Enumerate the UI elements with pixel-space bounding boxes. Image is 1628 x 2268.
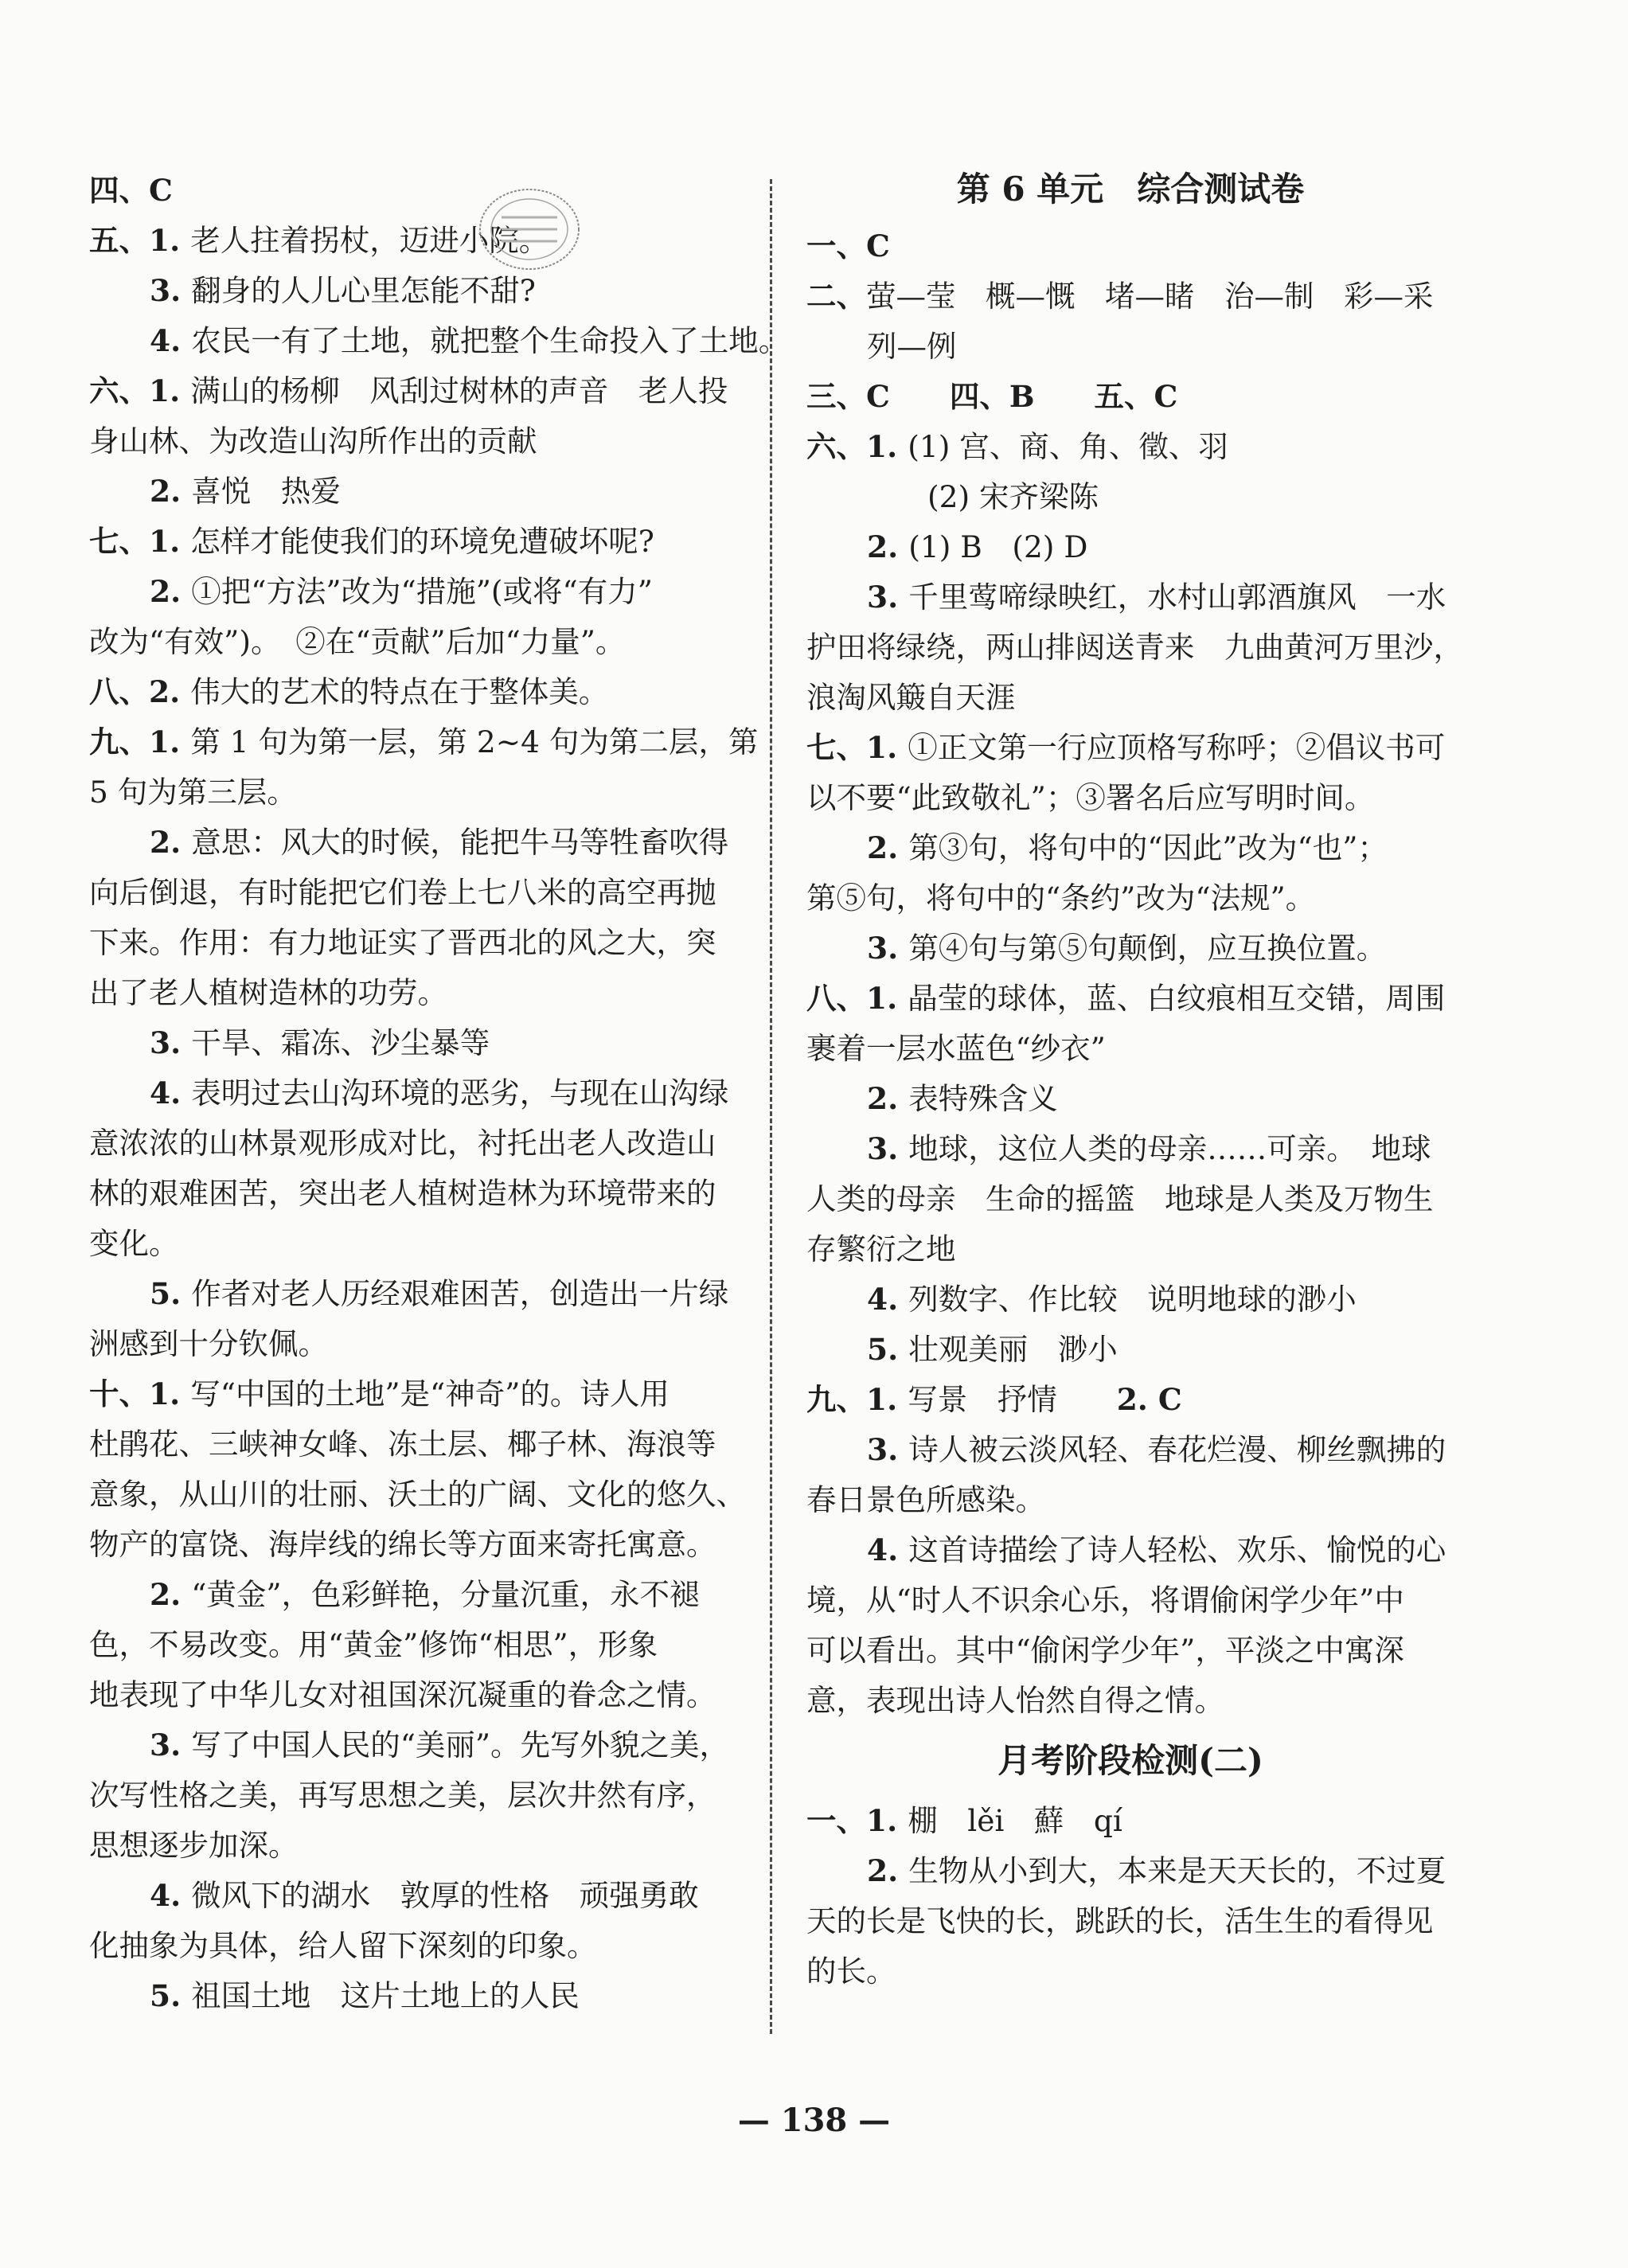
answer-text: 晶莹的球体，蓝、白纹痕相互交错，周围	[908, 981, 1446, 1016]
answer-label: 2. C	[1116, 1382, 1182, 1417]
answer-label: 5.	[150, 1978, 192, 2013]
answer-text: 以不要“此致敬礼”；③署名后应写明时间。	[806, 780, 1375, 815]
answer-line	[89, 266, 744, 316]
answer-label: 五、1.	[89, 223, 191, 258]
answer-line	[89, 717, 759, 767]
answer-line	[89, 1871, 744, 1921]
answer-line	[89, 1520, 744, 1570]
answer-line	[89, 1018, 744, 1068]
answer-text: 境，从“时人不识余心乐，将谓偷闲学少年”中	[806, 1583, 1404, 1618]
answer-line	[806, 1796, 1454, 1846]
answer-text: 天的长是飞快的长，跳跃的长，活生生的看得见	[806, 1903, 1434, 1938]
answer-text: 诗人被云淡风轻、春花烂漫、柳丝飘拂的	[908, 1432, 1446, 1467]
answer-line	[89, 517, 744, 567]
section-heading: 第 6 单元 综合测试卷	[956, 170, 1305, 209]
answer-line	[89, 918, 744, 968]
answer-line	[806, 673, 1454, 723]
answer-line	[806, 572, 1454, 623]
answer-label: 4.	[867, 1532, 909, 1567]
answer-text: 干旱、霜冻、沙尘暴等	[191, 1025, 490, 1060]
answer-line	[89, 1169, 744, 1219]
answer-line	[806, 773, 1454, 823]
page-number: — 138 —	[737, 2102, 891, 2139]
answer-text: 第③句，将句中的“因此”改为“也”；	[908, 830, 1388, 865]
answer-text: 千里莺啼绿映红，水村山郭酒旗风 一水	[908, 580, 1446, 615]
answer-line	[89, 617, 744, 667]
answer-text: 次写性格之美，再写思想之美，层次井然有序，	[89, 1778, 716, 1813]
answer-text: ①正文第一行应顶格写称呼；②倡议书可	[908, 730, 1446, 765]
answer-text: 怎样才能使我们的环境免遭破坏呢?	[190, 524, 654, 559]
answer-label: 2.	[867, 830, 909, 865]
answer-line	[89, 316, 789, 366]
answer-text: 写景 抒情	[908, 1382, 1117, 1417]
answer-line	[89, 868, 744, 918]
answer-label: 4.	[150, 1075, 192, 1111]
answer-line	[806, 1896, 1454, 1946]
answer-text: 地表现了中华儿女对祖国深沉凝重的眷念之情。	[89, 1677, 716, 1712]
answer-line	[89, 1118, 744, 1169]
answer-text: 裹着一层水蓝色“纱衣”	[806, 1031, 1106, 1066]
answer-text: 棚 lěi 蘚 qí	[908, 1803, 1122, 1838]
answer-text: 微风下的湖水 敦厚的性格 顽强勇敢	[191, 1878, 699, 1913]
answer-label: 2.	[150, 1577, 192, 1612]
answer-text: 5 句为第三层。	[89, 775, 297, 810]
answer-text: (2) 宋齐梁陈	[927, 479, 1099, 514]
answer-label: 3.	[867, 931, 909, 966]
answer-text: 变化。	[89, 1226, 179, 1261]
answer-label: 九、1.	[806, 1382, 908, 1417]
answer-label: 5.	[867, 1332, 909, 1367]
answer-text: 林的艰难困苦，突出老人植树造林为环境带来的	[89, 1176, 716, 1211]
answer-text: 伟大的艺术的特点在于整体美。	[190, 674, 609, 709]
answer-label: 5.	[150, 1276, 192, 1311]
answer-text: 的长。	[806, 1954, 896, 1989]
answer-label: 六、1.	[806, 429, 908, 464]
answer-line	[89, 1821, 744, 1871]
answer-text: 思想逐步加深。	[89, 1828, 299, 1863]
answer-label: 2.	[867, 1853, 909, 1888]
right-column	[806, 166, 1463, 1997]
answer-line	[89, 166, 744, 216]
answer-line	[89, 968, 744, 1018]
answer-text: 身山林、为改造山沟所作出的贡献	[89, 424, 537, 459]
answer-text: 写了中国人民的“美丽”。先写外貌之美，	[191, 1727, 730, 1762]
answer-label: 2.	[867, 529, 909, 564]
answer-line	[806, 1575, 1454, 1626]
answer-line	[89, 1620, 744, 1670]
answer-line	[806, 1525, 1454, 1575]
answer-text: 列数字、作比较 说明地球的渺小	[908, 1282, 1357, 1317]
answer-line	[806, 974, 1454, 1024]
answer-line	[89, 1971, 744, 2021]
answer-label: 二、	[806, 279, 866, 314]
answer-line	[806, 623, 1463, 673]
answer-label: 2.	[867, 1081, 909, 1116]
answer-text: 表明过去山沟环境的恶劣，与现在山沟绿	[191, 1075, 729, 1111]
answer-line	[806, 1475, 1454, 1525]
answer-label: 2.	[150, 474, 192, 509]
answer-label: 2.	[150, 574, 192, 609]
answer-line	[806, 1074, 1454, 1124]
answer-line	[806, 1174, 1454, 1224]
answer-line	[806, 1325, 1454, 1375]
answer-label: 3.	[867, 580, 909, 615]
answer-text: 改为“有效”)。 ②在“贡献”后加“力量”。	[89, 624, 626, 659]
answer-label: 七、1.	[806, 730, 908, 765]
answer-label: 3.	[150, 1727, 192, 1762]
answer-line	[89, 1319, 744, 1369]
answer-line	[89, 1068, 744, 1118]
answer-line	[806, 522, 1454, 572]
answer-line	[806, 1024, 1454, 1074]
answer-label: 一、1.	[806, 1803, 908, 1838]
left-column	[89, 166, 789, 2021]
answer-line	[806, 322, 1454, 372]
answer-line	[806, 1375, 1454, 1425]
answer-line	[806, 1626, 1454, 1676]
answer-line	[806, 723, 1454, 773]
answer-line	[89, 1470, 744, 1520]
answer-text: 化抽象为具体，给人留下深刻的印象。	[89, 1928, 597, 1963]
answer-text: (1) B (2) D	[908, 529, 1088, 564]
answer-text: 生物从小到大，本来是天天长的，不过夏	[908, 1853, 1446, 1888]
answer-text: 意浓浓的山林景观形成对比，衬托出老人改造山	[89, 1126, 716, 1161]
answer-label: 4.	[150, 1878, 192, 1913]
answer-label: 3.	[150, 273, 192, 308]
section-heading: 月考阶段检测(二)	[997, 1741, 1263, 1780]
answer-line	[806, 1275, 1454, 1325]
answer-text: 意思：风大的时候，能把牛马等牲畜吹得	[191, 825, 729, 860]
answer-text: 洲感到十分钦佩。	[89, 1326, 328, 1361]
answer-line	[89, 416, 744, 466]
answer-label: 七、1.	[89, 524, 191, 559]
answer-text: 下来。作用：有力地证实了晋西北的风之大，突	[89, 925, 716, 960]
answer-text: 出了老人植树造林的功劳。	[89, 975, 447, 1010]
answer-label: 八、2.	[89, 674, 191, 709]
answer-label: 十、1.	[89, 1376, 191, 1411]
answer-text: 存繁衍之地	[806, 1232, 956, 1267]
answer-text: 意，表现出诗人怡然自得之情。	[806, 1683, 1224, 1718]
answer-label: 3.	[867, 1131, 909, 1166]
answer-text: “黄金”，色彩鲜艳，分量沉重，永不褪	[191, 1577, 700, 1612]
answer-text: 物产的富饶、海岸线的绵长等方面来寄托寓意。	[89, 1527, 716, 1562]
column-divider	[770, 179, 772, 2034]
answer-text: 可以看出。其中“偷闲学少年”，平淡之中寓深	[806, 1633, 1404, 1668]
answer-line	[806, 221, 1454, 271]
answer-text: 第⑤句，将句中的“条约”改为“法规”。	[806, 880, 1316, 915]
answer-line	[806, 1846, 1454, 1896]
answer-line	[89, 466, 744, 517]
answer-text: 老人拄着拐杖，迈进小院。	[190, 223, 549, 258]
answer-text: 人类的母亲 生命的摇篮 地球是人类及万物生	[806, 1181, 1434, 1216]
answer-label: 三、C 四、B 五、C	[806, 379, 1178, 414]
answer-text: 写“中国的土地”是“神奇”的。诗人用	[190, 1376, 670, 1411]
answer-line	[806, 823, 1454, 873]
answer-line	[89, 1269, 744, 1319]
answer-text: (1) 宫、商、角、徵、羽	[908, 429, 1228, 464]
answer-text: 色，不易改变。用“黄金”修饰“相思”，形象	[89, 1627, 658, 1662]
answer-line	[806, 372, 1454, 422]
answer-line	[89, 1419, 744, 1470]
answer-label: 3.	[150, 1025, 192, 1060]
answer-line	[806, 472, 1454, 522]
answer-text: 春日景色所感染。	[806, 1482, 1045, 1517]
answer-text: 意象，从山川的壮丽、沃土的广阔、文化的悠久、	[89, 1477, 746, 1512]
answer-line	[806, 422, 1454, 472]
answer-text: 表特殊含义	[908, 1081, 1058, 1116]
answer-line	[806, 1946, 1454, 1997]
answer-text: 这首诗描绘了诗人轻松、欢乐、愉悦的心	[908, 1532, 1446, 1567]
answer-line	[806, 1124, 1454, 1174]
answer-text: 向后倒退，有时能把它们卷上七八米的高空再抛	[89, 875, 716, 910]
seal-stamp-icon	[470, 182, 589, 277]
answer-text: 翻身的人儿心里怎能不甜?	[191, 273, 536, 308]
answer-label: 四、C	[89, 173, 173, 208]
answer-line	[89, 567, 744, 617]
answer-text: 萤—莹 概—慨 堵—睹 治—制 彩—采	[866, 279, 1434, 314]
answer-line	[89, 216, 744, 266]
answer-text: 第④句与第⑤句颠倒，应互换位置。	[908, 931, 1387, 966]
answer-text: 地球，这位人类的母亲……可亲。 地球	[908, 1131, 1431, 1166]
answer-text: 满山的杨柳 风刮过树林的声音 老人投	[190, 373, 728, 408]
answer-label: 4.	[867, 1282, 909, 1317]
answer-line	[89, 1720, 744, 1770]
answer-line	[89, 366, 744, 416]
answer-text: 列—例	[867, 329, 957, 364]
answer-line	[89, 1770, 744, 1821]
answer-label: 3.	[867, 1432, 909, 1467]
answer-text: 壮观美丽 渺小	[908, 1332, 1118, 1367]
answer-line	[89, 767, 744, 818]
answer-label: 一、C	[806, 228, 890, 263]
answer-line	[806, 271, 1454, 322]
answer-line	[89, 818, 744, 868]
answer-text: 杜鹃花、三峡神女峰、冻土层、椰子林、海浪等	[89, 1427, 716, 1462]
answer-line	[89, 1369, 744, 1419]
answer-text: ①把“方法”改为“措施”(或将“有力”	[191, 574, 653, 609]
answer-line	[89, 1921, 744, 1971]
answer-line	[806, 1224, 1454, 1275]
answer-text: 浪淘风簸自天涯	[806, 680, 1016, 715]
answer-text: 护田将绿绕，两山排闼送青来 九曲黄河万里沙，	[806, 630, 1463, 665]
answer-line	[806, 923, 1454, 974]
answer-text: 祖国土地 这片土地上的人民	[191, 1978, 580, 2013]
answer-label: 4.	[150, 323, 192, 358]
answer-line	[89, 1670, 744, 1720]
answer-line	[89, 1570, 744, 1620]
answer-line	[89, 667, 744, 717]
answer-text: 作者对老人历经艰难困苦，创造出一片绿	[191, 1276, 729, 1311]
answer-label: 八、1.	[806, 981, 908, 1016]
answer-line	[806, 1676, 1454, 1726]
answer-text: 喜悦 热爱	[191, 474, 341, 509]
answer-label: 九、1.	[89, 724, 191, 759]
answer-line	[89, 1219, 744, 1269]
answer-line	[806, 1425, 1454, 1475]
answer-text: 农民一有了土地，就把整个生命投入了土地。	[191, 323, 789, 358]
answer-line	[806, 873, 1454, 923]
answer-label: 六、1.	[89, 373, 191, 408]
answer-text: 第 1 句为第一层，第 2~4 句为第二层，第	[190, 724, 759, 759]
answer-label: 2.	[150, 825, 192, 860]
